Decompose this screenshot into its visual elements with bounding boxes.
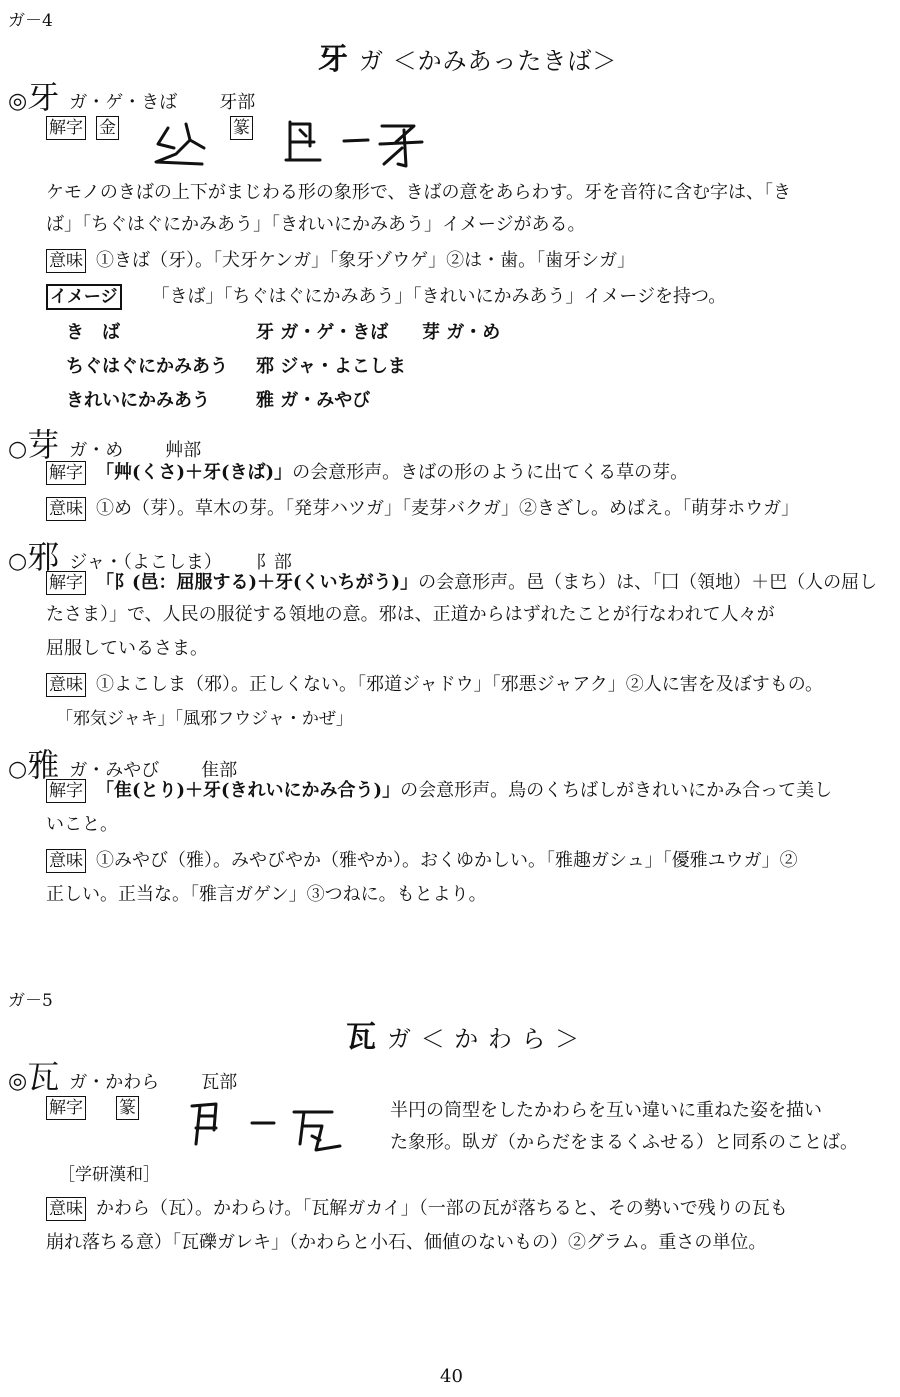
imi-text: ①よこしま（邪）。正しくない。「邪道ジャドウ」「邪悪ジャアク」②人に害を及ぼすもの。 <box>96 674 824 695</box>
entry-reading: ガ・かわら <box>69 1072 160 1093</box>
kaiji-row-me <box>46 458 688 488</box>
imi-box: 意味 <box>46 497 86 521</box>
kaiji-box: 解字 <box>46 116 86 140</box>
arrow-dash <box>342 136 372 146</box>
imi-text: かわら（瓦）。かわらけ。「瓦解ガカイ」（一部の瓦が落ちると、その勢いで残りの瓦も <box>96 1198 788 1219</box>
desc-line: た象形。臥ガ（からだをまるくふせる）と同系のことば。 <box>390 1132 858 1153</box>
image-table-row <box>66 318 500 344</box>
kaiji-formula: 「隹(とり)＋牙(きれいにかみ合う)」 <box>96 780 401 801</box>
image-char: 雅 ガ・みやび <box>256 390 371 411</box>
entry-mark: ○ <box>8 549 28 574</box>
image-meaning: きれいにかみあう <box>66 390 210 411</box>
imi-text: ①め（芽）。草木の芽。「発芽ハツガ」「麦芽バクガ」②きざし。めばえ。「萌芽ホウガ」 <box>96 498 800 519</box>
entry-mark: ○ <box>8 757 28 782</box>
kaiji-row-kawara <box>46 1096 96 1120</box>
kaiji-box: 解字 <box>46 461 86 485</box>
kaiji-formula: 「艸(くさ)＋牙(きば)」 <box>96 462 293 483</box>
imi-row-kawara <box>46 1194 788 1224</box>
kaiji-line: たさま）」で、人民の服従する領地の意。邪は、正道からはずれたことが行なわれて人々が <box>46 604 775 625</box>
section-label: ガ－5 <box>8 991 53 1011</box>
title-kanji: 瓦 <box>346 1020 377 1055</box>
imi-text: ①みやび（雅）。みやびやか（雅やか）。おくゆかしい。「雅趣ガシュ」「優雅ユウガ」② <box>96 850 798 871</box>
seal-script-drawing <box>186 1100 236 1150</box>
section-title <box>346 1012 580 1056</box>
image-char: 邪 ジャ・よこしま <box>256 356 406 377</box>
entry-radical: 隹部 <box>201 760 238 781</box>
seal-script-drawing <box>280 116 330 166</box>
kaiji-box: 解字 <box>46 779 86 803</box>
ten-box-wrap <box>116 1096 149 1120</box>
entry-radical: 阝部 <box>255 552 292 573</box>
kaiji-row-ga <box>46 116 129 140</box>
entry-mark: ◎ <box>8 1069 28 1094</box>
entry-radical: 瓦部 <box>201 1072 238 1093</box>
source-citation: ［学研漢和］ <box>58 1165 160 1185</box>
imi-box: 意味 <box>46 849 86 873</box>
kaiji-box: 解字 <box>46 1096 86 1120</box>
kaiji-line: いこと。 <box>46 814 118 835</box>
modern-form-drawing <box>290 1106 346 1156</box>
imi-row-ja <box>46 670 823 700</box>
ten-box-wrap <box>230 116 263 140</box>
entry-kanji: 雅 <box>27 746 60 784</box>
bronze-script-drawing <box>150 118 220 170</box>
desc-line: 半円の筒型をしたかわらを互い違いに重ねた姿を描い <box>390 1100 822 1121</box>
entry-radical: 牙部 <box>219 92 256 113</box>
imi-box: 意味 <box>46 249 86 273</box>
image-meaning: き ば <box>66 322 120 343</box>
page-number: 40 <box>440 1366 463 1387</box>
section-label: ガ－4 <box>8 11 53 31</box>
kaiji-formula: 「阝(邑：屈服する)＋牙(くいちがう)」 <box>96 572 419 593</box>
entry-mark: ◎ <box>8 89 28 114</box>
entry-kanji: 芽 <box>27 426 60 464</box>
entry-reading: ガ・みやび <box>69 760 160 781</box>
kaiji-text: の会意形声。鳥のくちばしがきれいにかみ合って美し <box>400 780 833 801</box>
section-title <box>318 34 617 78</box>
entry-mark: ○ <box>8 437 28 462</box>
desc-line: ケモノのきばの上下がまじわる形の象形で、きばの意をあらわす。牙を音符に含む字は、「き <box>46 182 792 203</box>
image-char: 牙 ガ・ゲ・きば <box>256 322 389 343</box>
imi-row-miyabi <box>46 846 798 876</box>
imi-box: 意味 <box>46 1197 86 1221</box>
ten-box: 篆 <box>116 1096 139 1120</box>
image-text: 「きば」「ちぐはぐにかみあう」「きれいにかみあう」イメージを持つ。 <box>151 286 727 307</box>
kaiji-text: の会意形声。邑（まち）は、「囗（領地）＋巴（人の屈し <box>418 572 878 593</box>
ten-box: 篆 <box>230 116 253 140</box>
entry-radical: 艸部 <box>165 440 202 461</box>
image-table-row <box>66 352 406 378</box>
entry-heading-ga <box>8 72 255 118</box>
imi-row-me <box>46 494 799 524</box>
entry-kanji: 邪 <box>27 538 60 576</box>
imi-line: 崩れ落ちる意）「瓦礫ガレキ」（かわらと小石、価値のないもの）②グラム。重さの単位。 <box>46 1232 767 1253</box>
entry-reading: ガ・ゲ・きば <box>69 92 178 113</box>
kaiji-line: 屈服しているさま。 <box>46 638 208 659</box>
imi-box: 意味 <box>46 673 86 697</box>
imi-text: ①きば（牙）。「犬牙ケンガ」「象牙ゾウゲ」②は・歯。「歯牙シガ」 <box>96 250 636 271</box>
imi-line: 正しい。正当な。「雅言ガゲン」③つねに。もとより。 <box>46 884 487 905</box>
entry-reading: ジャ・（よこしま） <box>69 552 222 573</box>
modern-form-drawing <box>378 120 428 170</box>
arrow-dash <box>250 1118 280 1128</box>
image-row <box>46 282 726 312</box>
imi-line: 「邪気ジャキ」「風邪フウジャ・かぜ」 <box>56 709 353 729</box>
kaiji-row-miyabi <box>46 776 832 806</box>
image-char: 芽 ガ・め <box>422 322 501 343</box>
entry-kanji: 牙 <box>27 78 60 116</box>
kaiji-text: の会意形声。きばの形のように出てくる草の芽。 <box>292 462 689 483</box>
imi-row-ga <box>46 246 635 276</box>
title-kanji: 牙 <box>318 42 349 77</box>
kaiji-box: 解字 <box>46 571 86 595</box>
image-meaning: ちぐはぐにかみあう <box>66 356 228 377</box>
image-box: イメージ <box>46 284 122 310</box>
image-table-row <box>66 386 370 412</box>
title-text: ガ ＜かみあったきば＞ <box>359 47 618 75</box>
entry-kanji: 瓦 <box>27 1058 60 1096</box>
entry-heading-kawara <box>8 1052 237 1098</box>
title-text: ガ ＜ か わ ら ＞ <box>387 1025 581 1053</box>
desc-line: ば」「ちぐはぐにかみあう」「きれいにかみあう」イメージがある。 <box>46 214 586 235</box>
entry-reading: ガ・め <box>69 440 124 461</box>
kaiji-row-ja <box>46 568 877 598</box>
kin-box: 金 <box>96 116 119 140</box>
